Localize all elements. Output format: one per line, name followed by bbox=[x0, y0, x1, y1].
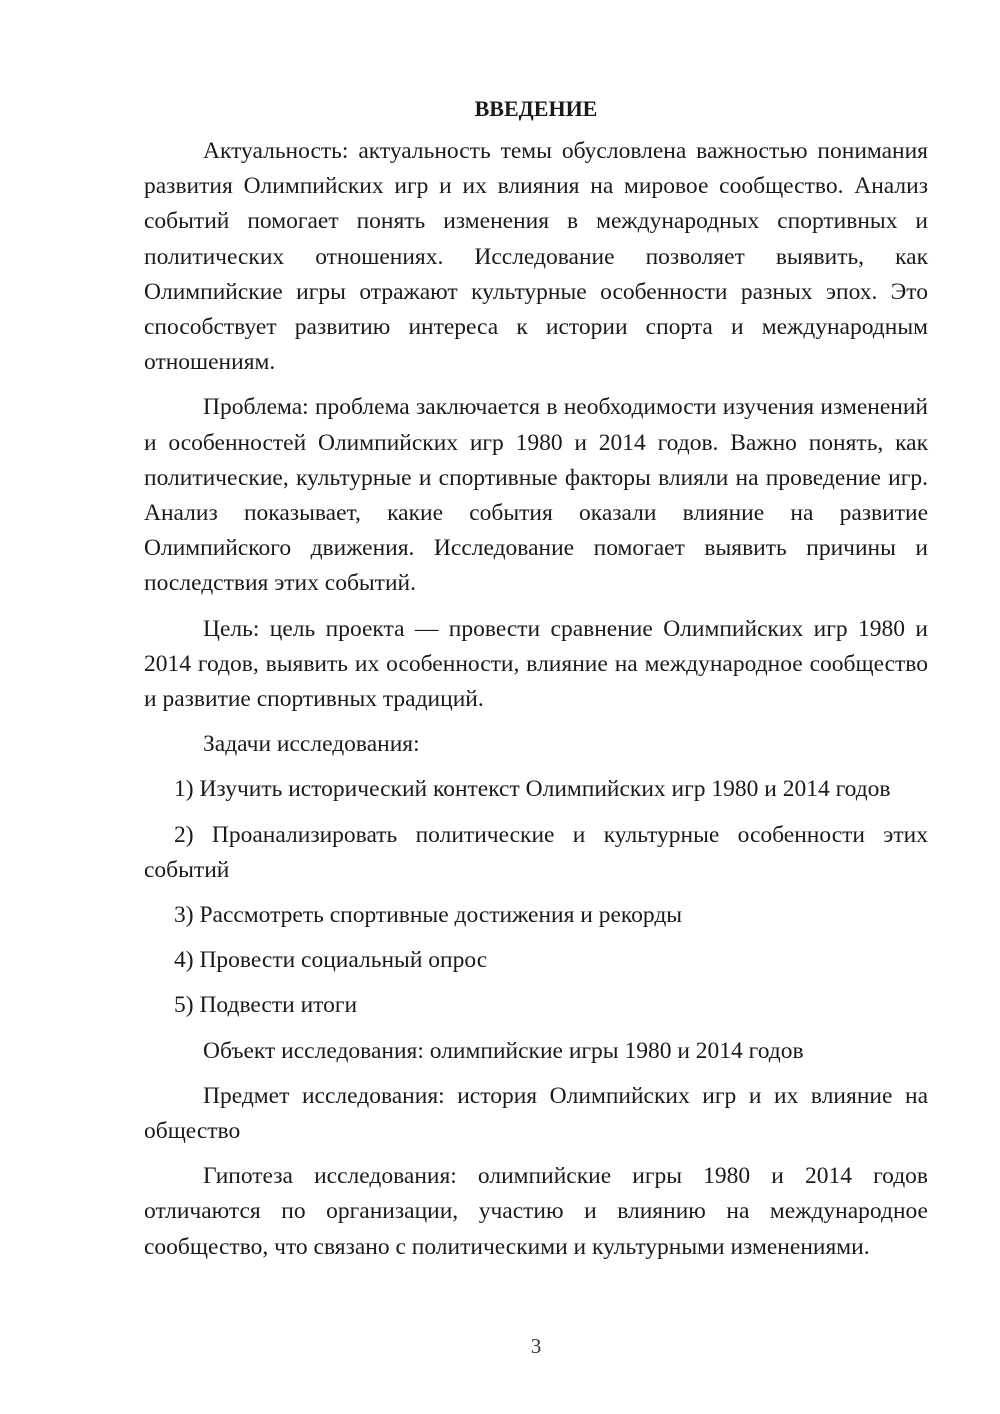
problem-paragraph: Проблема: проблема заключается в необходимости изучения изменений и особенностей Олимпийских игр 1980 и 2014 годов. Важно понять, как политические, культурные и спортивные факторы влияли на проведение игр. Анализ показывает, какие события оказали влияние на развитие Олимпийского движения. Исследование помогает выявить причины и последствия этих событий. bbox=[144, 394, 928, 597]
tasks-heading: Задачи исследования: bbox=[203, 731, 420, 758]
task-item-3: 3) Рассмотреть спортивные достижения и рекорды bbox=[174, 902, 683, 929]
page-number: 3 bbox=[530, 1334, 542, 1358]
task-item-4: 4) Провести социальный опрос bbox=[174, 947, 488, 974]
object-paragraph: Объект исследования: олимпийские игры 1980 и 2014 годов bbox=[203, 1037, 804, 1064]
task-item-1: 1) Изучить исторический контекст Олимпийских игр 1980 и 2014 годов bbox=[174, 776, 891, 803]
goal-paragraph: Цель: цель проекта — провести сравнение Олимпийских игр 1980 и 2014 годов, выявить их особенности, влияние на международное сообщество и развитие спортивных традиций. bbox=[144, 615, 928, 713]
task-item-2: 2) Проанализировать политические и культурные особенности этих событий bbox=[144, 821, 928, 883]
relevance-paragraph: Актуальность: актуальность темы обусловлена важностью понимания развития Олимпийских игр и их влияния на мировое сообщество. Анализ событий помогает понять изменения в международных спортивных и политических отношениях. Исследование позволяет выявить, как Олимпийские игры отражают культурные особенности разных эпох. Это способствует развитию интереса к истории спорта и международным отношениям. bbox=[144, 138, 928, 376]
hypothesis-paragraph: Гипотеза исследования: олимпийские игры 1980 и 2014 годов отличаются по организации, участию и влиянию на международное сообщество, что связано с политическими и культурными изменениями. bbox=[144, 1163, 928, 1260]
subject-paragraph: Предмет исследования: история Олимпийских игр и их влияние на общество bbox=[144, 1082, 928, 1145]
document-body bbox=[144, 94, 928, 1275]
task-item-5: 5) Подвести итоги bbox=[174, 992, 358, 1019]
page-title: ВВЕДЕНИЕ bbox=[474, 96, 598, 121]
